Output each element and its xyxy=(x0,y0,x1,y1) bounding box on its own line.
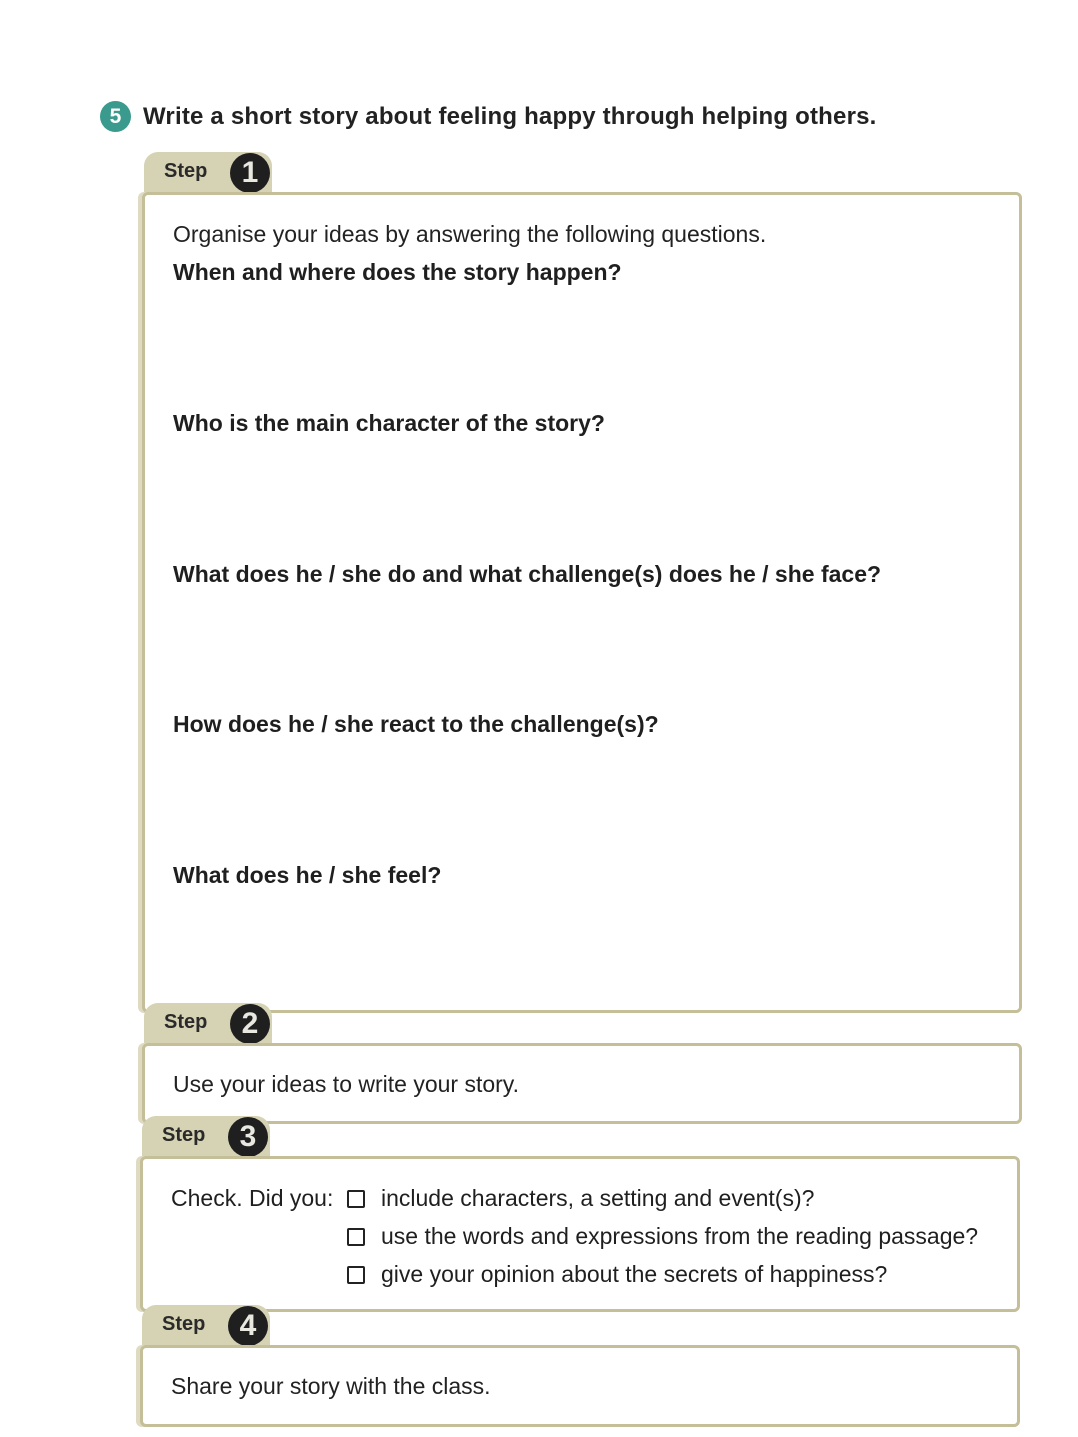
step-3-box xyxy=(140,1156,1020,1312)
step-1-intro: Organise your ideas by answering the following questions. xyxy=(173,221,767,247)
task-header xyxy=(100,101,877,132)
step-3-tab xyxy=(142,1116,270,1158)
checkbox[interactable] xyxy=(347,1228,365,1246)
check-label: Check. Did you: xyxy=(171,1185,334,1211)
checklist-item-text: use the words and expressions from the reading passage? xyxy=(381,1223,979,1249)
step-4-box xyxy=(140,1345,1020,1427)
step-label: Step xyxy=(162,1124,206,1146)
step-1-box xyxy=(142,192,1022,1013)
step-number-badge: 1 xyxy=(230,153,270,193)
question-when-where: When and where does the story happen? xyxy=(173,259,622,285)
checklist-item xyxy=(347,1185,814,1212)
step-4-text: Share your story with the class. xyxy=(171,1373,491,1399)
step-number-badge: 4 xyxy=(228,1306,268,1346)
step-number-badge: 3 xyxy=(228,1117,268,1157)
checklist-item-text: give your opinion about the secrets of happiness? xyxy=(381,1261,888,1287)
question-main-character: Who is the main character of the story? xyxy=(173,410,605,436)
question-reaction: How does he / she react to the challenge(s)? xyxy=(173,711,659,737)
step-2-box xyxy=(142,1043,1022,1124)
step-label: Step xyxy=(164,1011,208,1033)
step-label: Step xyxy=(164,160,208,182)
step-2-text: Use your ideas to write your story. xyxy=(173,1071,519,1097)
step-3 xyxy=(140,1116,1020,1316)
step-2 xyxy=(142,1003,1022,1125)
question-feeling: What does he / she feel? xyxy=(173,862,442,888)
checkbox[interactable] xyxy=(347,1266,365,1284)
checklist-item xyxy=(347,1223,978,1250)
step-4-tab xyxy=(142,1305,270,1347)
question-challenges: What does he / she do and what challenge(s) does he / she face? xyxy=(173,561,882,587)
step-label: Step xyxy=(162,1313,206,1335)
checklist-item xyxy=(347,1261,887,1288)
step-4 xyxy=(140,1305,1020,1429)
task-title: Write a short story about feeling happy through helping others. xyxy=(143,102,877,130)
step-1 xyxy=(142,152,1022,1014)
checkbox[interactable] xyxy=(347,1190,365,1208)
step-2-tab xyxy=(144,1003,272,1045)
step-number-badge: 2 xyxy=(230,1004,270,1044)
step-1-tab xyxy=(144,152,272,194)
checklist-item-text: include characters, a setting and event(s)? xyxy=(381,1185,815,1211)
task-number-badge: 5 xyxy=(100,101,131,132)
